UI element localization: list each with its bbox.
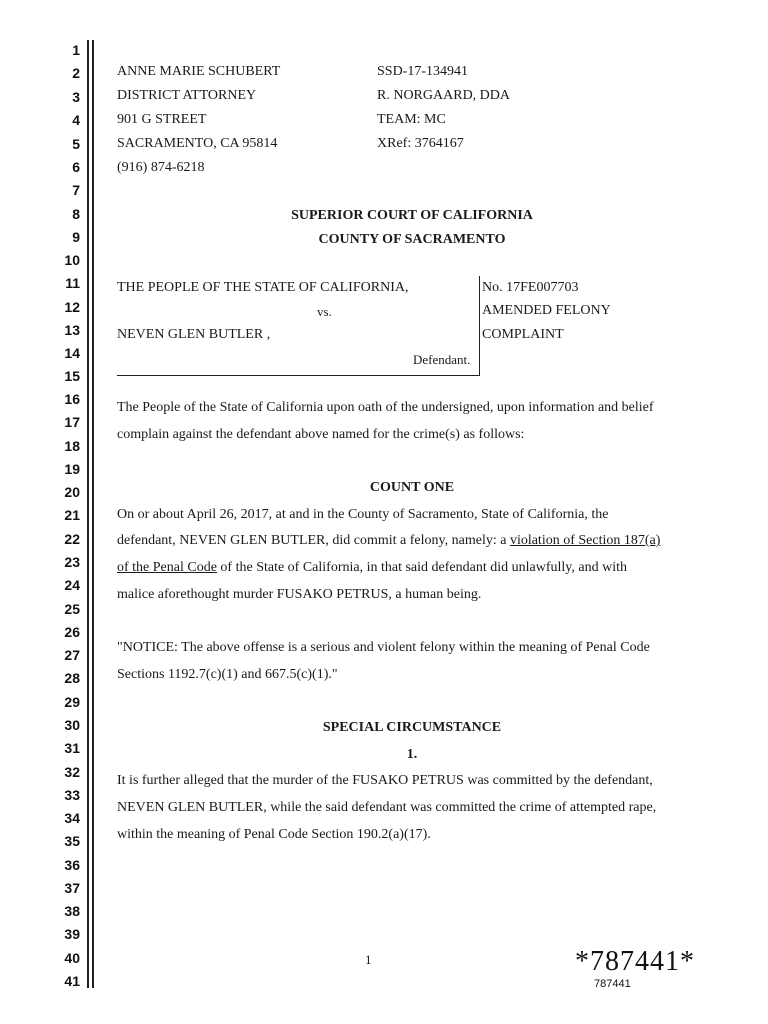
line-number: 19 xyxy=(64,461,80,477)
intro-line-2: complain against the defendant above named for the crime(s) as follows: xyxy=(117,427,525,442)
line-number: 12 xyxy=(64,299,80,315)
line-number: 30 xyxy=(64,717,80,733)
special-line-2: NEVEN GLEN BUTLER, while the said defendant was committed the crime of attempted rape, xyxy=(117,800,657,815)
document-title-line1: AMENDED FELONY xyxy=(482,303,611,318)
line-number: 27 xyxy=(64,647,80,663)
attorney-name: ANNE MARIE SCHUBERT xyxy=(117,64,281,79)
line-number: 6 xyxy=(72,159,80,175)
line-number: 4 xyxy=(72,112,80,128)
defendant-label: Defendant. xyxy=(413,352,471,367)
count-one-line-2-text: defendant, NEVEN GLEN BUTLER, did commit a felony, namely: a xyxy=(117,533,510,548)
statute-reference-part-1: violation of Section 187(a) xyxy=(509,533,661,548)
statute-reference-part-2: of the Penal Code xyxy=(117,560,217,575)
notice-line-2: Sections 1192.7(c)(1) and 667.5(c)(1)." xyxy=(117,667,338,682)
line-number: 41 xyxy=(64,973,80,989)
special-line-1: It is further alleged that the murder of the FUSAKO PETRUS was committed by the defendant, xyxy=(117,773,653,788)
line-number: 32 xyxy=(64,764,80,780)
line-number: 33 xyxy=(64,787,80,803)
line-number: 5 xyxy=(72,136,80,152)
line-number: 37 xyxy=(64,880,80,896)
line-number: 18 xyxy=(64,438,80,454)
line-number: 17 xyxy=(64,414,80,430)
line-number: 38 xyxy=(64,903,80,919)
line-number: 31 xyxy=(64,740,80,756)
left-margin-rule-inner xyxy=(92,40,94,988)
line-number: 7 xyxy=(72,182,80,198)
line-number: 8 xyxy=(72,206,80,222)
cross-reference: XRef: 3764167 xyxy=(377,136,464,151)
count-one-line-2 xyxy=(117,533,660,549)
defendant-name: NEVEN GLEN BUTLER , xyxy=(117,327,271,342)
case-reference: SSD-17-134941 xyxy=(377,64,469,79)
line-number: 2 xyxy=(72,65,80,81)
line-number: 39 xyxy=(64,926,80,942)
barcode: *787441* xyxy=(575,946,695,977)
office-phone: (916) 874-6218 xyxy=(117,160,205,175)
case-number: No. 17FE007703 xyxy=(482,280,579,295)
line-number: 13 xyxy=(64,322,80,338)
line-number: 16 xyxy=(64,391,80,407)
line-number: 34 xyxy=(64,810,80,826)
count-one-line-3 xyxy=(117,560,627,576)
caption-divider-vertical xyxy=(479,276,480,376)
count-one-line-1: On or about April 26, 2017, at and in the County of Sacramento, State of California, the xyxy=(117,507,609,522)
line-number: 11 xyxy=(65,275,80,291)
line-number: 28 xyxy=(64,670,80,686)
line-number: 14 xyxy=(64,345,80,361)
line-number: 15 xyxy=(64,368,80,384)
document-title-line2: COMPLAINT xyxy=(482,327,564,342)
line-number: 24 xyxy=(64,577,80,593)
intro-line-1: The People of the State of California upon oath of the undersigned, upon information and belief xyxy=(117,400,654,415)
office-city: SACRAMENTO, CA 95814 xyxy=(117,136,278,151)
left-margin-rule xyxy=(87,40,89,988)
line-number: 36 xyxy=(64,857,80,873)
line-number: 22 xyxy=(64,531,80,547)
office-street: 901 G STREET xyxy=(117,112,207,127)
special-line-3: within the meaning of Penal Code Section 190.2(a)(17). xyxy=(117,827,431,842)
special-circumstance-number: 1. xyxy=(406,747,418,762)
line-number: 21 xyxy=(64,507,80,523)
versus-label: vs. xyxy=(317,304,332,319)
line-number: 26 xyxy=(64,624,80,640)
special-circumstance-heading: SPECIAL CIRCUMSTANCE xyxy=(322,720,502,735)
line-number: 35 xyxy=(64,833,80,849)
line-number: 25 xyxy=(64,601,80,617)
count-one-line-3-text: of the State of California, in that said defendant did unlawfully, and with xyxy=(216,560,627,575)
deputy-attorney: R. NORGAARD, DDA xyxy=(377,88,511,103)
court-name: SUPERIOR COURT OF CALIFORNIA xyxy=(291,208,533,223)
line-number: 40 xyxy=(64,950,80,966)
count-one-heading: COUNT ONE xyxy=(369,480,455,495)
line-number: 23 xyxy=(64,554,80,570)
caption-divider-horizontal xyxy=(117,375,480,376)
line-number: 1 xyxy=(72,42,80,58)
team-code: TEAM: MC xyxy=(377,112,446,127)
line-number: 29 xyxy=(64,694,80,710)
attorney-title: DISTRICT ATTORNEY xyxy=(117,88,257,103)
line-number: 20 xyxy=(64,484,80,500)
count-one-line-4: malice aforethought murder FUSAKO PETRUS, a human being. xyxy=(117,587,482,602)
court-county: COUNTY OF SACRAMENTO xyxy=(318,232,506,247)
line-number: 9 xyxy=(72,229,80,245)
line-number: 3 xyxy=(72,89,80,105)
plaintiff-caption: THE PEOPLE OF THE STATE OF CALIFORNIA, xyxy=(117,280,409,295)
notice-line-1: "NOTICE: The above offense is a serious and violent felony within the meaning of Penal Code xyxy=(117,640,650,655)
barcode-number: 787441 xyxy=(594,978,631,990)
page-number: 1 xyxy=(365,952,372,967)
line-number: 10 xyxy=(64,252,80,268)
